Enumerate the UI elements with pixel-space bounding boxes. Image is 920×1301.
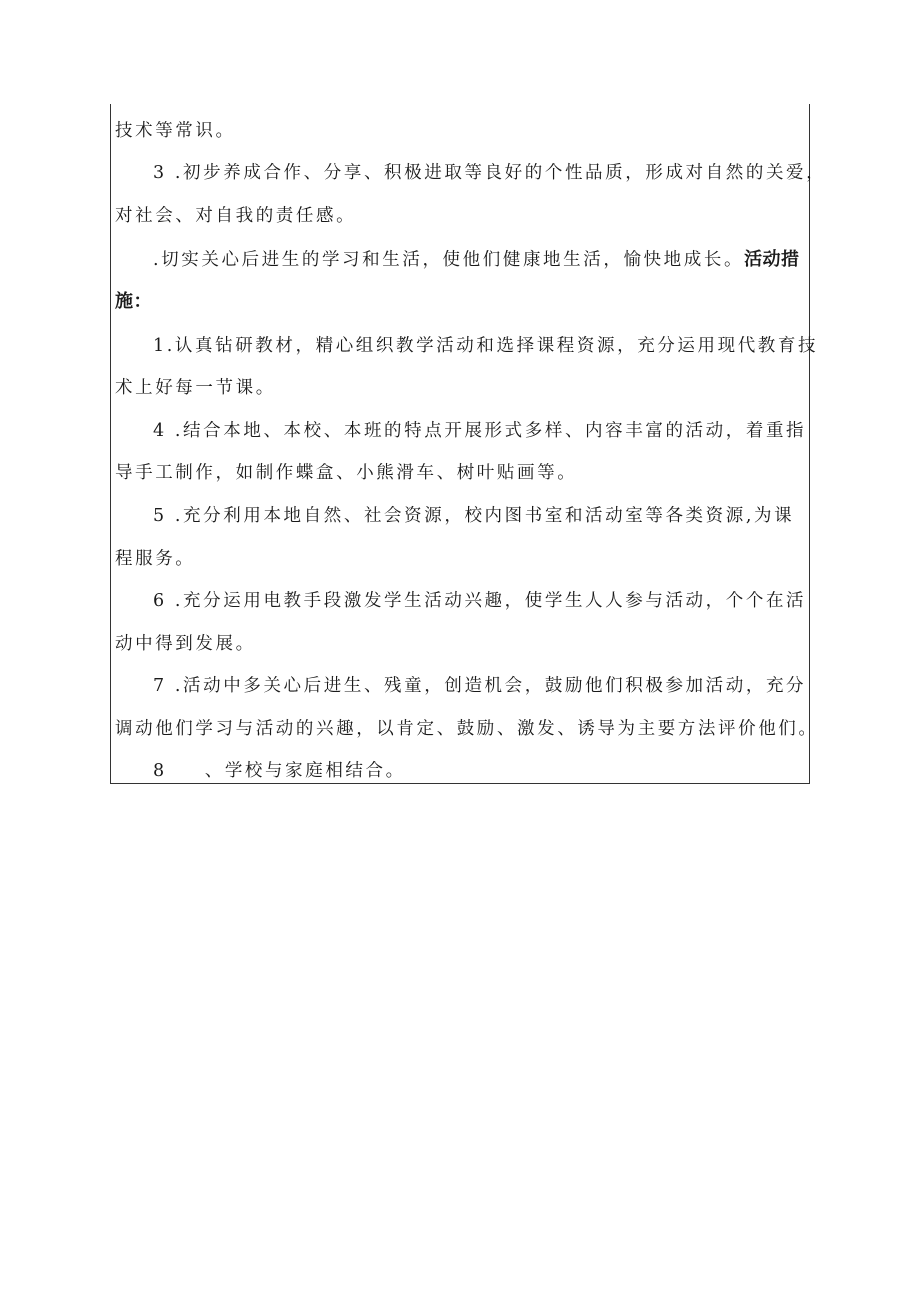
- text-line: 动中得到发展。: [115, 634, 256, 654]
- text-line: [153, 249, 805, 271]
- text-line: 5 .充分利用本地自然、社会资源，校内图书室和活动室等各类资源,为课: [153, 506, 795, 526]
- text-line: [153, 760, 805, 782]
- section-heading: 活动措: [744, 249, 800, 270]
- text-line: 7 .活动中多关心后进生、残童，创造机会，鼓励他们积极参加活动，充分: [153, 676, 807, 696]
- text-line: 4 .结合本地、本校、本班的特点开展形式多样、内容丰富的活动，着重指: [153, 421, 807, 441]
- text-line: 3 .初步养成合作、分享、积极进取等良好的个性品质，形成对自然的关爱，: [153, 163, 827, 183]
- text-line: 1.认真钻研教材，精心组织教学活动和选择课程资源，充分运用现代教育技: [153, 336, 819, 356]
- text-line: 导手工制作，如制作蝶盒、小熊滑车、树叶贴画等。: [115, 463, 578, 483]
- text-line: 术上好每一节课。: [115, 378, 276, 398]
- document-table-cell: [110, 104, 827, 784]
- text-line: 程服务。: [115, 549, 196, 569]
- item-number: 8: [153, 761, 167, 781]
- text-line-content: .切实关心后进生的学习和生活，使他们健康地生活，愉快地成长。: [153, 250, 745, 270]
- section-heading-continued: 施：: [115, 291, 152, 312]
- text-line: 技术等常识。: [115, 121, 236, 141]
- text-line: 对社会、对自我的责任感。: [115, 206, 357, 226]
- item-text: 、学校与家庭相结合。: [204, 761, 406, 781]
- text-line: 6 .充分运用电教手段激发学生活动兴趣，使学生人人参与活动，个个在活: [153, 591, 807, 611]
- text-line: 调动他们学习与活动的兴趣，以肯定、鼓励、激发、诱导为主要方法评价他们。: [115, 719, 819, 739]
